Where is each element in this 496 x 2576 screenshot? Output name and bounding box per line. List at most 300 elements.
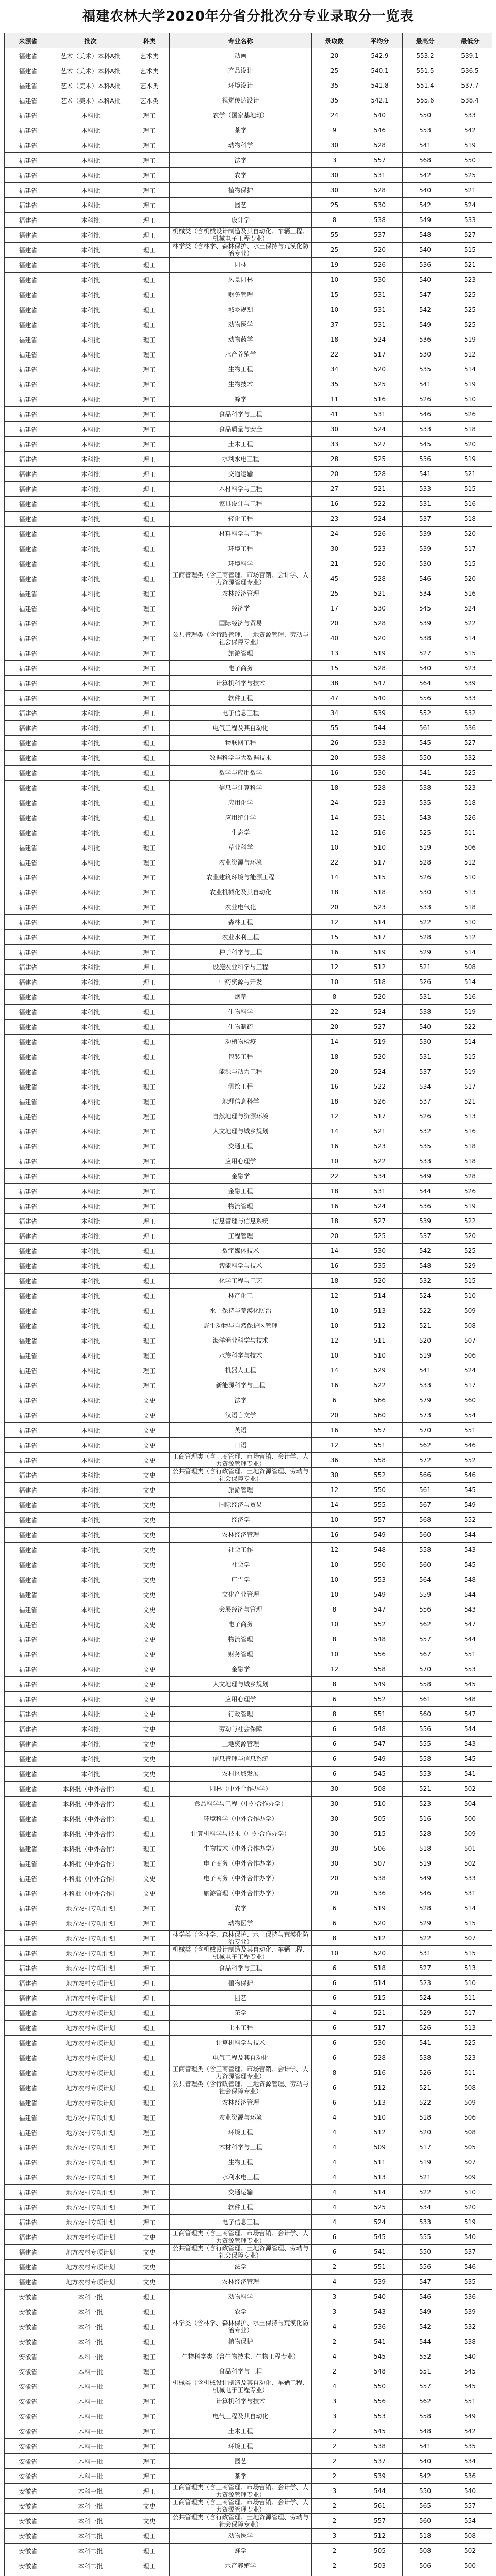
cell-category: 文史 [129,2499,170,2514]
cell-major: 经济学 [170,601,312,616]
cell-major: 农业建筑环境与能源工程 [170,870,312,885]
cell-category: 理工 [129,1169,170,1184]
cell-max: 546 [403,571,448,586]
cell-category: 理工 [129,1797,170,1811]
table-row [5,377,492,392]
table-row [5,1064,492,1079]
cell-category: 理工 [129,1274,170,1289]
cell-min: 548 [448,1692,492,1707]
cell-batch: 地方农村专项计划 [52,2155,129,2170]
cell-avg: 509 [357,2140,403,2155]
table-row [5,1154,492,1169]
cell-max: 537 [403,1094,448,1109]
cell-province: 福建省 [5,347,52,362]
cell-major: 烟草 [170,990,312,1005]
cell-major: 物流管理 [170,1199,312,1214]
cell-major: 交通运输 [170,2185,312,2200]
cell-count: 30 [312,422,357,437]
cell-count: 12 [312,1289,357,1303]
cell-min: 551 [448,2394,492,2409]
cell-max: 521 [403,1782,448,1797]
cell-max: 519 [403,840,448,855]
cell-major: 数据科学与大数据技术 [170,751,312,766]
cell-province: 福建省 [5,63,52,78]
cell-category: 理工 [129,1931,170,1946]
cell-batch: 本科批 [52,990,129,1005]
cell-min: 502 [448,2544,492,2558]
cell-min: 513 [448,2021,492,2036]
cell-min: 532 [448,706,492,721]
cell-count: 34 [312,362,357,377]
cell-category: 理工 [129,1901,170,1916]
cell-category: 理工 [129,2125,170,2140]
cell-category: 理工 [129,2379,170,2394]
cell-count: 6 [312,1901,357,1916]
cell-max: 564 [403,676,448,691]
cell-max: 546 [403,1886,448,1901]
cell-max: 530 [403,556,448,571]
cell-avg: 529 [357,1363,403,1378]
cell-min: 536 [448,2469,492,2484]
cell-avg: 538 [357,1871,403,1886]
cell-category: 理工 [129,646,170,661]
cell-province: 福建省 [5,377,52,392]
cell-avg: 566 [357,1393,403,1408]
cell-batch: 本科批 [52,437,129,452]
cell-major: 数学与应用数学 [170,766,312,781]
cell-avg: 524 [357,1005,403,1020]
cell-major: 园艺 [170,198,312,213]
cell-max: 566 [403,1468,448,1483]
cell-major: 设计学 [170,213,312,228]
cell-max: 561 [403,1692,448,1707]
cell-min: 551 [448,1423,492,1438]
cell-avg: 516 [357,825,403,840]
cell-province: 福建省 [5,302,52,317]
cell-batch: 艺术（美术）本科A批 [52,93,129,108]
cell-min: 545 [448,1752,492,1767]
cell-max: 542 [403,198,448,213]
cell-province: 福建省 [5,1826,52,1841]
cell-major: 动物医学 [170,1916,312,1931]
cell-count: 4 [312,2349,357,2364]
cell-batch: 本科批 [52,1348,129,1363]
cell-avg: 552 [357,1617,403,1632]
cell-max: 534 [403,2200,448,2215]
cell-count: 35 [312,93,357,108]
cell-category: 理工 [129,810,170,825]
cell-max: 527 [403,646,448,661]
cell-avg: 527 [357,437,403,452]
cell-min: 519 [448,138,492,153]
cell-batch: 本科批 [52,123,129,138]
cell-max: 567 [403,1498,448,1513]
cell-min: 502 [448,1856,492,1871]
cell-category: 理工 [129,1782,170,1797]
cell-batch: 本科批 [52,1303,129,1318]
cell-major: 水利水电工程 [170,2170,312,2185]
cell-category: 理工 [129,706,170,721]
cell-batch: 本科一批 [52,2319,129,2334]
cell-province: 福建省 [5,1005,52,1020]
cell-count: 30 [312,1797,357,1811]
cell-province: 福建省 [5,1483,52,1498]
cell-count: 8 [312,1707,357,1722]
cell-count: 4 [312,2200,357,2215]
cell-count: 30 [312,1468,357,1483]
cell-province: 福建省 [5,915,52,930]
cell-avg: 524 [357,2215,403,2230]
cell-major: 农业水利工程 [170,930,312,945]
cell-province: 福建省 [5,1632,52,1647]
table-row [5,1259,492,1274]
cell-batch: 地方农村专项计划 [52,2080,129,2095]
cell-count: 20 [312,1020,357,1035]
table-row [5,1408,492,1423]
cell-avg: 557 [357,1513,403,1528]
cell-province: 福建省 [5,1438,52,1453]
table-row [5,2334,492,2349]
cell-count: 16 [312,1079,357,1094]
table-row [5,1677,492,1692]
cell-avg: 537 [357,2454,403,2469]
cell-batch: 本科批 [52,243,129,258]
cell-avg: 523 [357,541,403,556]
cell-count: 16 [312,945,357,960]
cell-province: 福建省 [5,1333,52,1348]
cell-max: 528 [403,1826,448,1841]
cell-max: 519 [403,2155,448,2170]
cell-avg: 505 [357,1811,403,1826]
cell-avg: 545 [357,1767,403,1782]
cell-province: 安徽省 [5,2319,52,2334]
cell-major: 机械类（含机械设计制造及其自动化、车辆工程、机械电子工程专业） [170,2379,312,2394]
cell-category: 理工 [129,1811,170,1826]
cell-category: 理工 [129,1079,170,1094]
cell-min: 516 [448,497,492,512]
cell-min: 507 [448,1931,492,1946]
cell-max: 540 [403,243,448,258]
cell-major: 电子信息工程 [170,706,312,721]
cell-max: 549 [403,213,448,228]
cell-province: 福建省 [5,1782,52,1797]
cell-avg: 548 [357,2364,403,2379]
cell-max: 541 [403,467,448,482]
cell-max: 537 [403,1229,448,1244]
cell-batch: 本科批 [52,1244,129,1259]
cell-province: 福建省 [5,273,52,287]
cell-batch: 本科批 [52,287,129,302]
cell-province: 福建省 [5,2021,52,2036]
cell-major: 化学工程与工艺 [170,1274,312,1289]
cell-batch: 本科批 [52,452,129,467]
cell-category: 理工 [129,1961,170,1976]
cell-max: 526 [403,1109,448,1124]
cell-min: 523 [448,273,492,287]
cell-province: 安徽省 [5,2514,52,2529]
cell-batch: 本科批 [52,407,129,422]
cell-batch: 地方农村专项计划 [52,2006,129,2021]
cell-max: 564 [403,1572,448,1587]
cell-category: 理工 [129,960,170,975]
cell-count: 41 [312,407,357,422]
cell-province: 福建省 [5,990,52,1005]
cell-avg: 510 [357,1797,403,1811]
cell-category: 理工 [129,2065,170,2080]
cell-major: 动物医学 [170,317,312,332]
cell-province: 福建省 [5,945,52,960]
cell-batch: 本科批 [52,1289,129,1303]
cell-major: 木材科学与工程 [170,2140,312,2155]
cell-province: 福建省 [5,1020,52,1035]
cell-major: 工商管理类（含工商管理、市场营销、会计学、人力资源管理专业） [170,2065,312,2080]
cell-count: 36 [312,1453,357,1468]
cell-min: 510 [448,915,492,930]
cell-min: 514 [448,1035,492,1049]
cell-category: 理工 [129,2006,170,2021]
cell-category: 文史 [129,1498,170,1513]
table-row [5,1528,492,1543]
cell-province: 福建省 [5,1393,52,1408]
cell-count: 3 [312,2529,357,2544]
cell-count: 14 [312,1035,357,1049]
cell-province: 福建省 [5,1647,52,1662]
cell-batch: 本科批 [52,1035,129,1049]
cell-major: 应用化学 [170,795,312,810]
cell-min: 527 [448,228,492,243]
col-header-min: 最低分 [448,33,492,48]
cell-major: 生物工程 [170,362,312,377]
cell-max: 538 [403,2050,448,2065]
cell-province: 福建省 [5,1035,52,1049]
cell-min: 557 [448,2499,492,2514]
cell-min: 502 [448,1782,492,1797]
cell-min: 501 [448,1841,492,1856]
cell-batch: 本科批 [52,646,129,661]
table-row [5,1333,492,1348]
cell-max: 521 [403,2080,448,2095]
cell-min: 524 [448,198,492,213]
cell-major: 工程管理 [170,1229,312,1244]
cell-count: 16 [312,1259,357,1274]
cell-batch: 本科批 [52,1259,129,1274]
cell-avg: 546 [357,123,403,138]
table-row [5,706,492,721]
cell-batch: 本科批 [52,512,129,527]
cell-province: 福建省 [5,1199,52,1214]
table-row [5,168,492,183]
table-row [5,422,492,437]
col-header-count: 录取数 [312,33,357,48]
cell-min: 536 [448,721,492,736]
cell-province: 福建省 [5,1214,52,1229]
cell-province: 福建省 [5,2050,52,2065]
cell-max: 548 [403,2424,448,2439]
cell-major: 数字媒体技术 [170,1244,312,1259]
cell-batch: 本科批 [52,930,129,945]
cell-batch: 本科批 [52,915,129,930]
cell-avg: 557 [357,1423,403,1438]
cell-min: 500 [448,1811,492,1826]
cell-category: 理工 [129,108,170,123]
cell-category: 文史 [129,1572,170,1587]
cell-major: 测绘工程 [170,1079,312,1094]
cell-major: 土地资源管理 [170,1737,312,1752]
cell-max: 518 [403,1841,448,1856]
cell-count: 16 [312,1139,357,1154]
cell-batch: 本科二批 [52,2544,129,2558]
table-row [5,2230,492,2245]
cell-avg: 520 [357,243,403,258]
cell-category: 理工 [129,1184,170,1199]
cell-avg: 530 [357,198,403,213]
cell-province: 安徽省 [5,2379,52,2394]
cell-avg: 556 [357,2394,403,2409]
cell-province: 福建省 [5,1423,52,1438]
cell-count: 10 [312,1318,357,1333]
cell-count [312,2573,357,2576]
cell-province: 福建省 [5,1797,52,1811]
cell-major: 轻化工程 [170,512,312,527]
cell-max: 550 [403,2245,448,2260]
cell-min: 540 [448,2230,492,2245]
cell-count: 8 [312,2065,357,2080]
table-row [5,2215,492,2230]
cell-major: 电子商务 [170,1617,312,1632]
cell-batch: 本科批 [52,347,129,362]
cell-batch: 本科一批 [52,2304,129,2319]
table-row [5,2529,492,2544]
cell-count: 18 [312,781,357,795]
cell-count: 30 [312,1782,357,1797]
cell-max: 559 [403,1587,448,1602]
cell-major: 软件工程 [170,2200,312,2215]
table-row [5,751,492,766]
cell-max: 549 [403,2304,448,2319]
cell-min: 526 [448,1184,492,1199]
cell-category: 理工 [129,168,170,183]
cell-province: 福建省 [5,586,52,601]
cell-batch: 本科批 [52,392,129,407]
cell-batch: 本科批 [52,1647,129,1662]
cell-avg: 518 [357,885,403,900]
cell-avg: 540 [357,2290,403,2304]
cell-batch: 本科批 [52,467,129,482]
cell-batch: 本科批 [52,482,129,497]
cell-avg: 525 [357,452,403,467]
cell-count: 6 [312,2230,357,2245]
cell-min: 505 [448,2140,492,2155]
table-row [5,601,492,616]
cell-min: 548 [448,1572,492,1587]
cell-major: 社会工作 [170,1543,312,1557]
table-row [5,2558,492,2573]
cell-category: 理工 [129,1005,170,1020]
cell-min: 540 [448,2484,492,2499]
table-row [5,1363,492,1378]
cell-major: 旅游管理（中外合作办学） [170,1886,312,1901]
cell-category: 理工 [129,2364,170,2379]
cell-category: 理工 [129,586,170,601]
cell-category: 理工 [129,945,170,960]
table-row [5,1423,492,1438]
cell-count: 20 [312,1871,357,1886]
cell-min: 514 [448,975,492,990]
cell-major: 水产养殖学 [170,2558,312,2573]
cell-province: 福建省 [5,138,52,153]
cell-batch: 本科一批 [52,2424,129,2439]
cell-batch: 本科批 [52,825,129,840]
cell-category: 理工 [129,2439,170,2454]
cell-avg: 526 [357,1094,403,1109]
cell-min: 515 [448,556,492,571]
cell-major: 农业资源与环境 [170,2110,312,2125]
cell-major: 劳动与社会保障 [170,1722,312,1737]
cell-max: 542 [403,302,448,317]
cell-count: 18 [312,885,357,900]
cell-min: 546 [448,1438,492,1453]
cell-avg: 525 [357,377,403,392]
cell-province: 福建省 [5,2245,52,2260]
cell-count: 30 [312,168,357,183]
cell-max: 531 [403,990,448,1005]
cell-category: 理工 [129,795,170,810]
cell-count: 12 [312,1543,357,1557]
cell-max: 523 [403,1797,448,1811]
table-row [5,915,492,930]
cell-batch: 本科批 [52,736,129,751]
table-row [5,825,492,840]
cell-category: 理工 [129,213,170,228]
cell-major: 园艺 [170,2454,312,2469]
cell-category: 文史 [129,1677,170,1692]
cell-min: 508 [448,1318,492,1333]
cell-min: 540 [448,2349,492,2364]
cell-count: 4 [312,2215,357,2230]
cell-min [448,2573,492,2576]
cell-max: 543 [403,810,448,825]
cell-batch: 本科批 [52,497,129,512]
cell-min: 509 [448,1826,492,1841]
cell-count: 18 [312,1214,357,1229]
cell-avg: 512 [357,2529,403,2544]
cell-category: 文史 [129,1617,170,1632]
cell-category: 理工 [129,2558,170,2573]
cell-major: 木材科学与工程 [170,482,312,497]
cell-province: 福建省 [5,1289,52,1303]
cell-count: 27 [312,482,357,497]
cell-category: 理工 [129,915,170,930]
cell-province: 福建省 [5,571,52,586]
cell-max: 524 [403,1991,448,2006]
admission-table [4,33,492,2576]
cell-count: 23 [312,512,357,527]
cell-batch: 艺术（美术）本科A批 [52,48,129,63]
table-row [5,1722,492,1737]
cell-batch: 地方农村专项计划 [52,2050,129,2065]
cell-count: 14 [312,870,357,885]
cell-count: 16 [312,497,357,512]
cell-count: 6 [312,1393,357,1408]
cell-major: 农学 [170,2304,312,2319]
cell-min: 545 [448,2379,492,2394]
cell-major: 生态学 [170,825,312,840]
table-row [5,1378,492,1393]
cell-province: 福建省 [5,1229,52,1244]
cell-category: 理工 [129,1199,170,1214]
cell-count: 25 [312,63,357,78]
cell-major: 工商管理类（含工商管理、市场营销、会计学、人力资源管理专业） [170,2484,312,2499]
